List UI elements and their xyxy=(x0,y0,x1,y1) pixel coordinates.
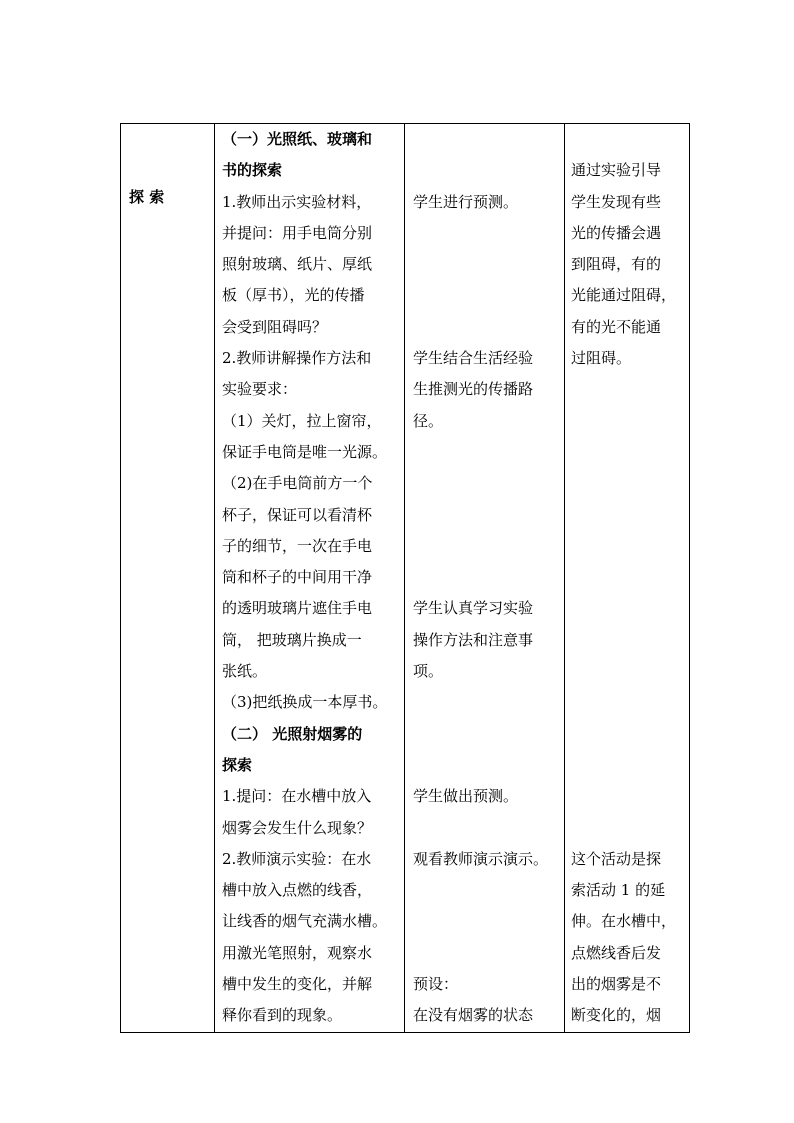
content-line: 张纸。 xyxy=(222,662,268,681)
intent-line: 光能通过阻碍， xyxy=(571,286,677,305)
table-row xyxy=(121,124,690,1033)
intent-line xyxy=(571,593,685,624)
content-line: 保证手电筒是唯一光源。 xyxy=(222,442,388,461)
student-line xyxy=(413,750,560,781)
stage-label: 探 索 xyxy=(129,188,165,206)
student-line: 学生进行预测。 xyxy=(413,192,519,211)
content-line: （1）关灯，拉上窗帘， xyxy=(222,411,382,430)
teaching-content-cell xyxy=(215,124,405,1033)
student-line: 生推测光的传播路 xyxy=(413,380,534,399)
intent-line xyxy=(571,500,685,531)
design-intent-text xyxy=(565,124,689,1032)
content-line: （二） 光照射烟雾的 xyxy=(222,724,363,743)
content-line: 实验要求： xyxy=(222,380,298,399)
content-line: 1.教师出示实验材料， xyxy=(222,192,372,211)
intent-line xyxy=(571,124,685,155)
content-line: 2.教师演示实验：在水 xyxy=(222,849,372,868)
intent-line xyxy=(571,531,685,562)
student-activity-cell xyxy=(405,124,565,1033)
intent-line: 这个活动是探 xyxy=(571,849,662,868)
student-line xyxy=(413,875,560,906)
content-line: 并提问：用手电筒分别 xyxy=(222,223,373,242)
intent-line xyxy=(571,374,685,405)
intent-line xyxy=(571,687,685,718)
content-line: 槽中放入点燃的线香， xyxy=(222,881,373,900)
student-line xyxy=(413,938,560,969)
student-line: 径。 xyxy=(413,411,444,430)
student-line xyxy=(413,562,560,593)
intent-line xyxy=(571,562,685,593)
student-line xyxy=(413,906,560,937)
student-line: 学生结合生活经验 xyxy=(413,349,534,368)
student-line xyxy=(413,500,560,531)
student-line: 学生认真学习实验 xyxy=(413,599,534,618)
teaching-content-text xyxy=(215,124,404,1032)
intent-line xyxy=(571,719,685,750)
student-line xyxy=(413,468,560,499)
content-line: 筒， 把玻璃片换成一 xyxy=(222,630,362,649)
content-line: 探索 xyxy=(222,755,253,774)
student-activity-text xyxy=(405,124,564,1032)
student-line xyxy=(413,249,560,280)
content-line: （一）光照纸、玻璃和 xyxy=(222,130,373,148)
student-line xyxy=(413,155,560,186)
intent-line: 光的传播会遇 xyxy=(571,223,662,242)
student-line: 观看教师演示演示。 xyxy=(413,849,549,868)
intent-line: 通过实验引导 xyxy=(571,161,662,180)
content-line: 板（厚书），光的传播 xyxy=(222,286,365,305)
content-line: 杯子，保证可以看清杯 xyxy=(222,505,373,524)
intent-line: 过阻碍。 xyxy=(571,349,632,368)
content-line: 的透明玻璃片遮住手电 xyxy=(222,599,373,618)
intent-line xyxy=(571,813,685,844)
content-line: 烟雾会发生什么现象？ xyxy=(222,818,373,837)
student-line xyxy=(413,124,560,155)
intent-line xyxy=(571,468,685,499)
student-line xyxy=(413,437,560,468)
content-line: 槽中发生的变化，并解 xyxy=(222,975,373,994)
student-line xyxy=(413,719,560,750)
content-line: （2)在手电筒前方一个 xyxy=(222,474,373,493)
content-line: （3)把纸换成一本厚书。 xyxy=(222,693,388,712)
content-line: 书的探索 xyxy=(222,161,283,180)
intent-line: 到阻碍，有的 xyxy=(571,255,662,274)
student-line: 项。 xyxy=(413,662,444,681)
student-line: 预设： xyxy=(413,975,459,994)
intent-line xyxy=(571,406,685,437)
intent-line: 断变化的，烟 xyxy=(571,1006,662,1025)
design-intent-cell xyxy=(565,124,690,1033)
student-line: 操作方法和注意事 xyxy=(413,630,534,649)
student-line: 在没有烟雾的状态 xyxy=(413,1006,534,1025)
student-line xyxy=(413,218,560,249)
lesson-plan-table xyxy=(120,123,690,1033)
intent-line: 索活动 1 的延 xyxy=(571,881,666,900)
student-line xyxy=(413,813,560,844)
intent-line: 学生发现有些 xyxy=(571,192,662,211)
intent-line: 点燃线香后发 xyxy=(571,943,662,962)
intent-line: 有的光不能通 xyxy=(571,317,662,336)
content-line: 照射玻璃、纸片、厚纸 xyxy=(222,255,373,274)
content-line: 会受到阻碍吗？ xyxy=(222,317,328,336)
student-line xyxy=(413,531,560,562)
student-line xyxy=(413,687,560,718)
stage-cell xyxy=(121,124,215,1033)
student-line: 学生做出预测。 xyxy=(413,787,519,806)
student-line xyxy=(413,280,560,311)
content-line: 用激光笔照射，观察水 xyxy=(222,943,373,962)
content-line: 子的细节，一次在手电 xyxy=(222,536,373,555)
content-line: 1.提问：在水槽中放入 xyxy=(222,787,372,806)
intent-line xyxy=(571,750,685,781)
content-line: 2.教师讲解操作方法和 xyxy=(222,349,372,368)
intent-line xyxy=(571,625,685,656)
intent-line xyxy=(571,656,685,687)
intent-line xyxy=(571,437,685,468)
intent-line xyxy=(571,781,685,812)
intent-line: 伸。在水槽中， xyxy=(571,912,677,931)
student-line xyxy=(413,312,560,343)
intent-line: 出的烟雾是不 xyxy=(571,975,662,994)
content-line: 释你看到的现象。 xyxy=(222,1006,343,1025)
content-line: 让线香的烟气充满水槽。 xyxy=(222,912,388,931)
content-line: 筒和杯子的中间用干净 xyxy=(222,568,373,587)
